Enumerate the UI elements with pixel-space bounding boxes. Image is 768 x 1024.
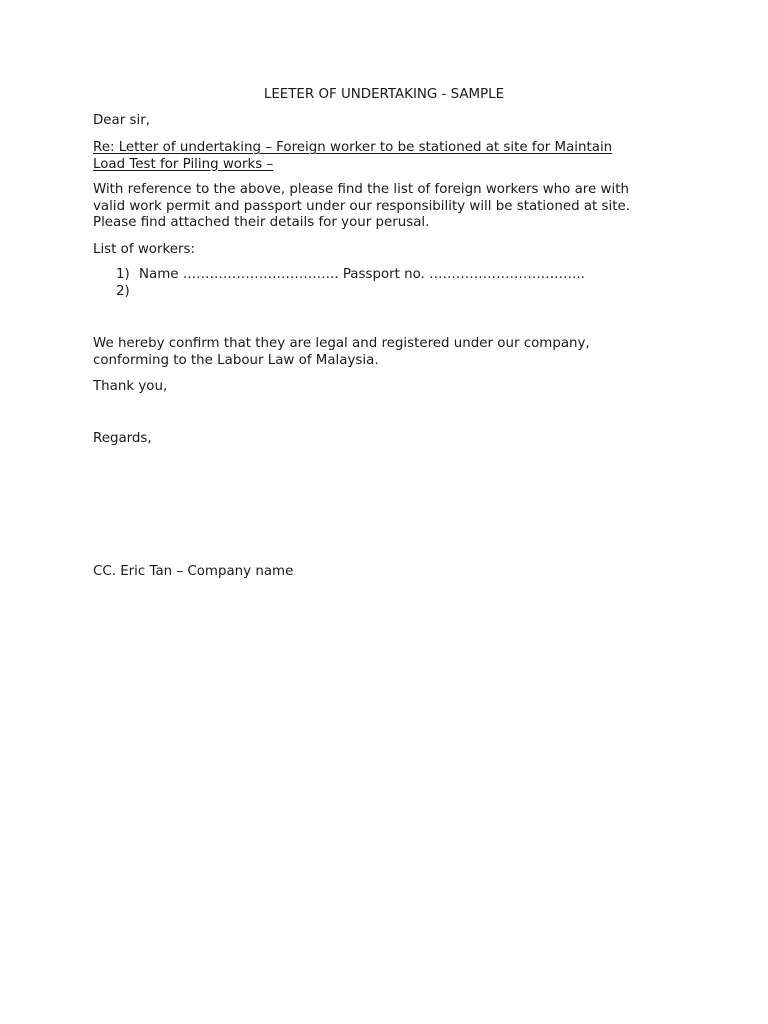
list-heading: List of workers: — [93, 242, 195, 257]
letter-title: LEETER OF UNDERTAKING - SAMPLE — [263, 87, 505, 102]
thanks-line: Thank you, — [93, 379, 168, 394]
salutation: Dear sir, — [93, 113, 150, 128]
body-paragraph — [93, 182, 673, 232]
list-item — [116, 284, 716, 301]
subject-line-2: Load Test for Piling works – — [93, 156, 274, 172]
body-line-2: valid work permit and passport under our responsibility will be stationed at site. — [93, 198, 630, 214]
workers-list — [116, 267, 716, 300]
list-item-number: 1) — [116, 267, 130, 282]
subject-line — [93, 140, 673, 173]
body-line-3: Please find attached their details for your perusal. — [93, 215, 430, 230]
regards-line: Regards, — [93, 431, 152, 446]
list-item-number: 2) — [116, 283, 130, 299]
confirm-line-1: We hereby confirm that they are legal and registered under our company, — [93, 336, 590, 351]
body-line-1: With reference to the above, please find the list of foreign workers who are with — [93, 182, 629, 197]
subject-line-1: Re: Letter of undertaking – Foreign worker to be stationed at site for Maintain — [93, 140, 613, 155]
list-item-text: Name …………………………….. Passport no. …………………………….. — [139, 267, 585, 282]
cc-line: CC. Eric Tan – Company name — [93, 564, 294, 579]
list-item — [116, 267, 716, 284]
confirmation-paragraph — [93, 336, 673, 369]
confirm-line-2: conforming to the Labour Law of Malaysia. — [93, 352, 379, 368]
